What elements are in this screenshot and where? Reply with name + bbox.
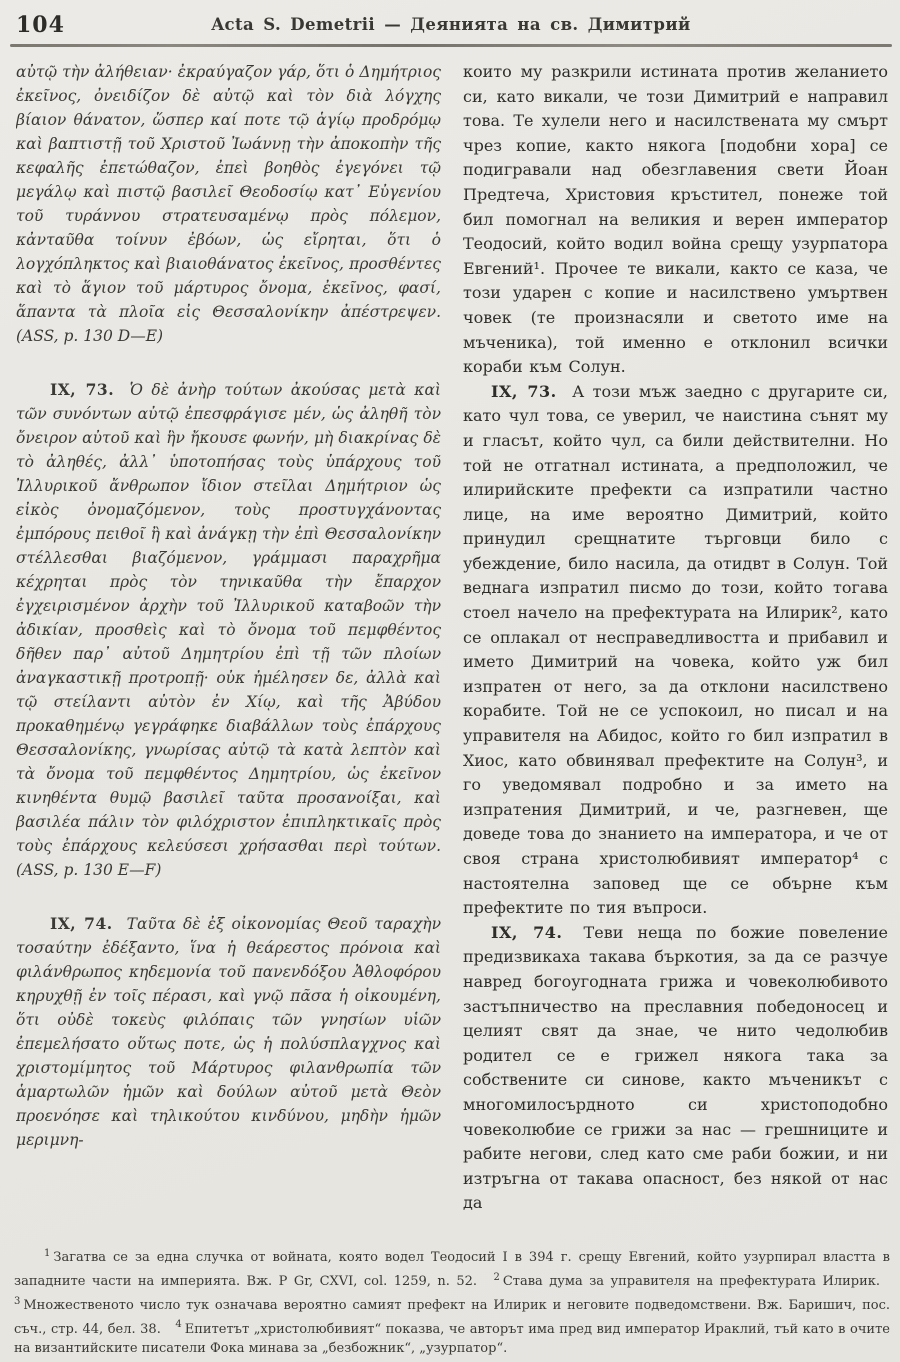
two-column-text-area (16, 60, 888, 1238)
page-number: 104 (16, 12, 65, 38)
bulgarian-paragraph-ix-73 (463, 380, 888, 921)
footnote-text: Множественото число тук означава вероятно самият префект на Илирик и неговите подведомствени. Вж. Баришич, пос. съч., стр. 44, бел. 38. (14, 1297, 890, 1337)
greek-paragraph-text: Ταῦτα δὲ ἐξ οἰκονομίας Θεοῦ ταραχὴν τοσαύτην ἐδέξαντο, ἵνα ἡ θεάρεστος πρόνοια καὶ φιλάνθρωπος κηδεμονία τοῦ πανενδόξου Ἀθλοφόρου κηρυχθῇ ἐν τοῖς πέρασι, καὶ γνῷ πᾶσα ἡ οἰκουμένη, ὅτι οὐδὲ τοκεὺς φιλόπαις τῶν γνησίων υἱῶν ἐπεμελήσατο οὕτως ποτε, ὡς ἡ πολύσπλαγχνος καὶ χριστομίμητος τοῦ Μάρτυρος φιλανθρωπία τῶν ἁμαρτωλῶν ἡμῶν καὶ δούλων αὐτοῦ μετὰ Θεὸν προενόησε καὶ τηλικούτου κινδύνου, μηδὴν ἡμῶν μεριμνη- (16, 915, 441, 1149)
running-header-title: Acta S. Demetrii — Деянията на св. Димитрий (211, 15, 691, 34)
footnote-text: Епитетът „христолюбивият“ показва, че авторът има пред вид император Ираклий, тъй като в очите на византийските писатели Фока минава за „безбожник“, „узурпатор“. (14, 1321, 890, 1356)
paragraph-number-label: IX, 74. (491, 922, 563, 942)
greek-paragraph-text: αὐτῷ τὴν ἀλήθειαν· ἐκραύγαζον γάρ, ὅτι ὁ Δημήτριος ἐκεῖνος, ὀνειδίζον δὲ αὐτῷ καὶ τὸν διὰ λόγχης βίαιον θάνατον, ὥσπερ καί ποτε τῷ ἁγίῳ προδρόμῳ καὶ βαπτιστῇ τοῦ Χριστοῦ Ἰωάννῃ τὴν ἀποκοπὴν τῆς κεφαλῆς ἐπετώθαζον, ἐπεὶ βοηθὸς ἐγεγόνει τῷ μεγάλῳ καὶ πιστῷ βασιλεῖ Θεοδοσίῳ κατ᾽ Εὐγενίου τοῦ τυράννου στρατευσαμένῳ πρὸς πόλεμον, κἀνταῦθα τοίνυν ἐβόων, ὡς εἴρηται, ὅτι ὁ λογχόπληκτος καὶ βιαιοθάνατος ἐκεῖνος, προσθέντες καὶ τὸ ἅγιον τοῦ μάρτυρος ὄνομα, ἐκεῖνος, φασί, ἅπαντα τὰ πλοῖα εἰς Θεσσαλονίκην ἀπέστρεψεν. (ASS, p. 130 D—E) (16, 63, 441, 345)
footnote-marker: 3 (14, 1295, 21, 1307)
greek-paragraph-continuation (16, 60, 441, 348)
greek-paragraph-ix-74 (16, 912, 441, 1152)
paragraph-number-label: IX, 74. (50, 914, 113, 933)
bulgarian-paragraph-text: които му разкрили истината против желанието си, като викали, че този Димитрий е направил това. Те хулели него и насилствената му смърт чрез копие, както някога [подобни хора] се подигравали над обезглавения свети Йоан Предтеча, Христовия кръстител, понеже той бил помогнал на великия и верен император Теодосий, който водил война срещу узурпатора Евгений¹. Прочее те викали, както се каза, че този ударен с копие и насилствено умъртвен човек (те произнасяли и светото име на мъченика), той именно е отклонил всички кораби към Солун. (463, 62, 888, 377)
footnote-marker: 4 (175, 1319, 182, 1331)
footnotes-block (14, 1244, 890, 1356)
footnote-marker: 2 (493, 1271, 500, 1283)
greek-source-column (16, 60, 441, 1238)
running-header (14, 10, 888, 40)
bulgarian-paragraph-continuation (463, 60, 888, 380)
bulgarian-paragraph-text: А този мъж заедно с другарите си, като чул това, се уверил, че наистина сънят му и гласът, който чул, са били действителни. Но той не отгатнал истината, а предположил, че илирийските префекти са изпратили частно лице, на име вероятно Димитрий, който принудил срещнатите търговци било с убеждение, било насила, да отидвт в Солун. Той веднага изпратил писмо до този, който тогава стоел начело на префектурата на Илирик², като се оплакал от несправедливостта и прибавил и името Димитрий на човека, който уж бил изпратен от него, за да отклони насилствено корабите. Той не се успокоил, но писал и на управителя на Абидос, който го бил изпратил в Хиос, като обвинявал префектите на Солун³, и го уведомявал подробно и за името на изпратения Димитрий, и че, разгневен, ще доведе това до знанието на императора, и че от своя страна христолюбивият император⁴ с настоятелна заповед ще се обърне към префектите по тия въпроси. (463, 381, 888, 918)
footnote-2 (493, 1271, 880, 1290)
bulgarian-paragraph-text: Теви неща по божие повеление предизвикаха такава бъркотия, за да се разчуе навред богоугодната грижа и човеколюбивото застъпничество на преславния победоносец и целият свят да знае, че нито чедолюбив родител се е грижел някога така за собствените си синове, както мъченикът с многомилосърдното си христоподобно човеколюбие се грижи за нас — грешниците и рабите негови, след като сме раби божии, и ни изтръгна от такава опасност, без някой от нас да (463, 922, 888, 1213)
footnotes-paragraph (14, 1244, 890, 1356)
bulgarian-translation-column (463, 60, 888, 1238)
paragraph-number-label: IX, 73. (50, 380, 115, 399)
footnote-text: Става дума за управителя на префектурата Илирик. (502, 1274, 880, 1290)
footnote-text: Загатва се за една случка от войната, която водел Теодосий I в 394 г. срещу Евгений, който узурпирал властта в западните части на империята. Вж. P Gr, CXVI, col. 1259, n. 52. (14, 1250, 890, 1290)
greek-paragraph-text: Ὁ δὲ ἀνὴρ τούτων ἀκούσας μετὰ καὶ τῶν συνόντων αὐτῷ ἐπεσφράγισε μέν, ὡς ἀληθῆ τὸν ὄνειρον αὐτοῦ καὶ ἣν ἤκουσε φωνήν, μὴ διακρίνας δὲ τὸ ἀληθές, ἀλλ᾽ ὑποτοπήσας τοὺς ὑπάρχους τοῦ Ἰλλυρικοῦ ἄνθρωπον ἴδιον στεῖλαι Δημήτριον ὡς εἰκὸς ὀνομαζόμενον, τοὺς προστυγχάνοντας ἐμπόρους πειθοῖ ἢ καὶ ἀνάγκῃ τὴν ἐπὶ Θεσσαλονίκην στέλλεσθαι βιαζόμενον, γράμμασι παραχρῆμα κέχρηται πρὸς τὸν τηνικαῦθα τὴν ἔπαρχον ἐγχειρισμένον ἀρχὴν τοῦ Ἰλλυρικοῦ καταβοῶν τὴν ἀδικίαν, προσθεὶς καὶ τὸ ὄνομα τοῦ πεμφθέντος δῆθεν παρ᾽ αὐτοῦ Δημητρίου ἐπὶ τῇ τῶν πλοίων ἀναγκαστικῇ προτροπῇ· οὐκ ἠμέλησεν δε, ἀλλὰ καὶ τῷ στείλαντι αὐτὸν ἐν Χίῳ, καὶ τῆς Ἀβύδου προκαθημένῳ γεγράφηκε διαβάλλων τοὺς ἐπάρχους Θεσσαλονίκης, γνωρίσας αὐτῷ τὰ κατὰ λεπτὸν καὶ τὰ ὄνομα τοῦ πεμφθέντος Δημητρίου, ὡς ἐκεῖνον κινηθέντα θυμῷ βασιλεῖ ταῦτα προσανοίξαι, καὶ βασιλέα πάλιν τὸν φιλόχριστον ἐπιπληκτικαῖς πρὸς τοὺς ἐπάρχους κελεύσεσι χρήσασθαι περὶ τούτων. (ASS, p. 130 E—F) (16, 381, 441, 879)
footnote-marker: 1 (44, 1248, 51, 1259)
header-rule (10, 44, 892, 47)
paragraph-number-label: IX, 73. (491, 381, 557, 401)
greek-paragraph-ix-73 (16, 378, 441, 882)
bulgarian-paragraph-ix-74 (463, 921, 888, 1216)
